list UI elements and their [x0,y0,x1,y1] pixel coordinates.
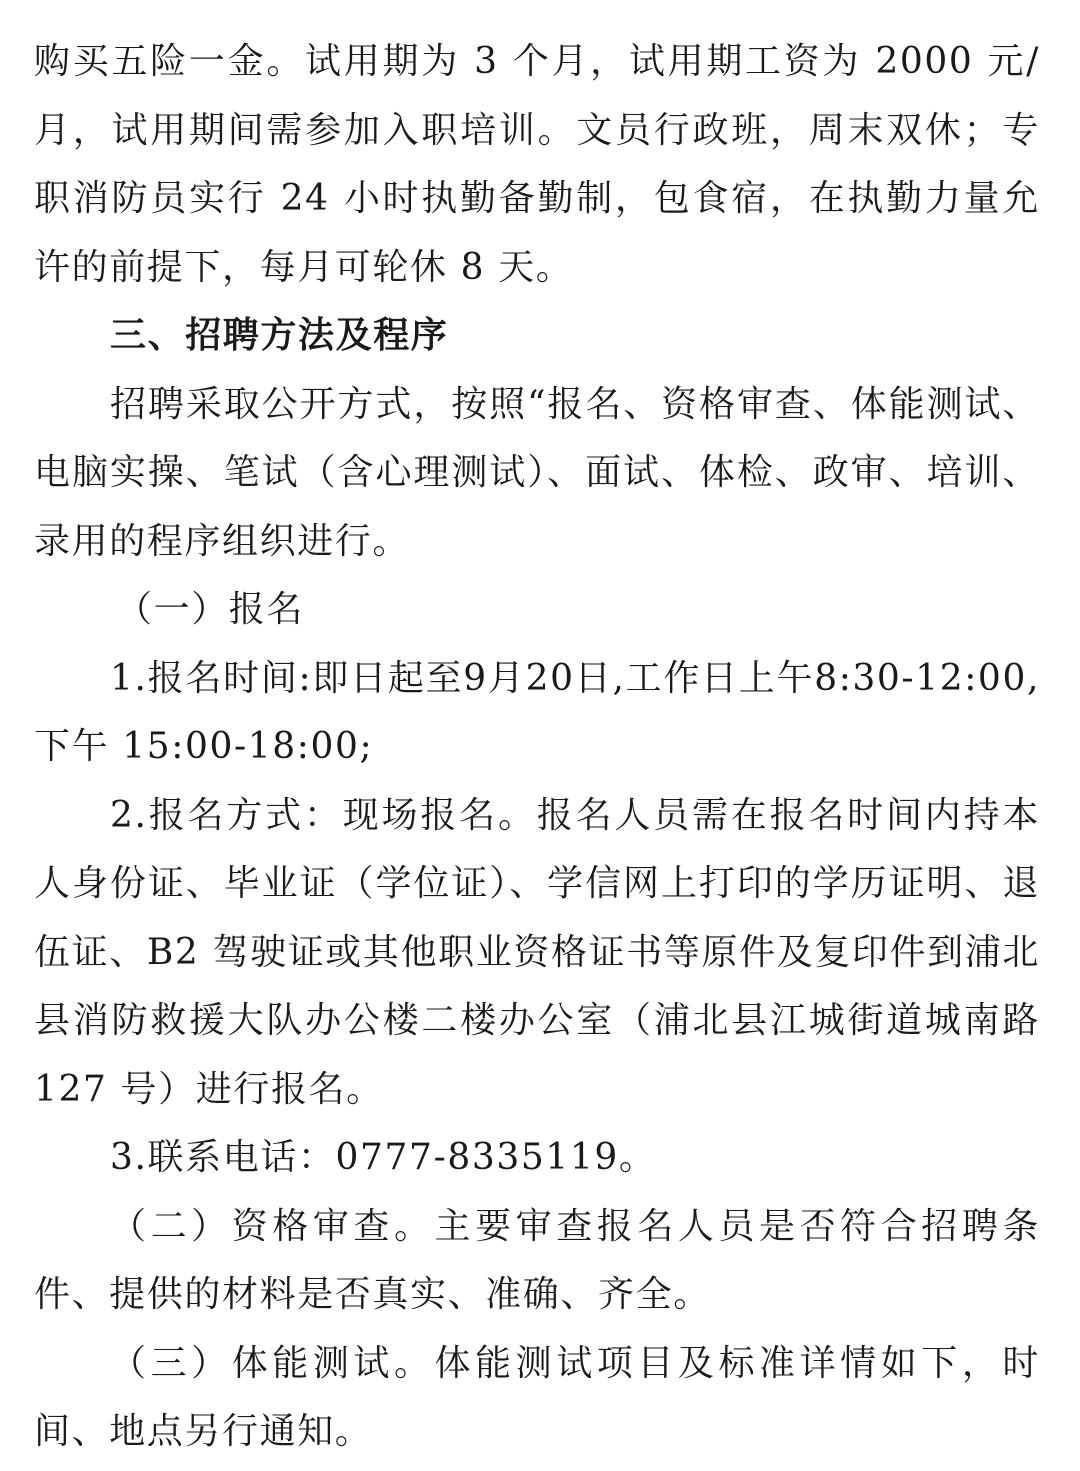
paragraph-registration-method: 2.报名方式：现场报名。报名人员需在报名时间内持本人身份证、毕业证（学位证）、学信网上打印的学历证明、退伍证、B2 驾驶证或其他职业资格证书等原件及复印件到浦北县消防救援大队办公楼二楼办公室（浦北县江城街道城南路 127 号）进行报名。 [34,794,1040,1110]
paragraph-contact-phone: 3.联系电话：0777-8335119。 [110,1137,657,1178]
paragraph-qualification-review: （二）资格审查。主要审查报名人员是否符合招聘条件、提供的材料是否真实、准确、齐全。 [34,1205,1040,1315]
paragraph-registration-time: 1.报名时间:即日起至9月20日,工作日上午8:30-12:00,下午 15:00-18:00; [34,657,1040,767]
paragraph-recruitment-method: 招聘采取公开方式，按照“报名、资格审查、体能测试、电脑实操、笔试（含心理测试）、面试、体检、政审、培训、录用的程序组织进行。 [34,383,1040,562]
section-heading-recruitment-procedure: 三、招聘方法及程序 [110,315,449,356]
document-page [34,28,1040,1467]
subheading-registration: （一）报名 [116,589,305,630]
paragraph-physical-test: （三）体能测试。体能测试项目及标准详情如下，时间、地点另行通知。 [34,1342,1040,1452]
paragraph-benefits-continuation: 购买五险一金。试用期为 3 个月，试用期工资为 2000 元/月，试用期间需参加入职培训。文员行政班，周末双休；专职消防员实行 24 小时执勤备勤制，包食宿，在执勤力量允许的前提下，每月可轮休 8 天。 [34,41,1040,288]
